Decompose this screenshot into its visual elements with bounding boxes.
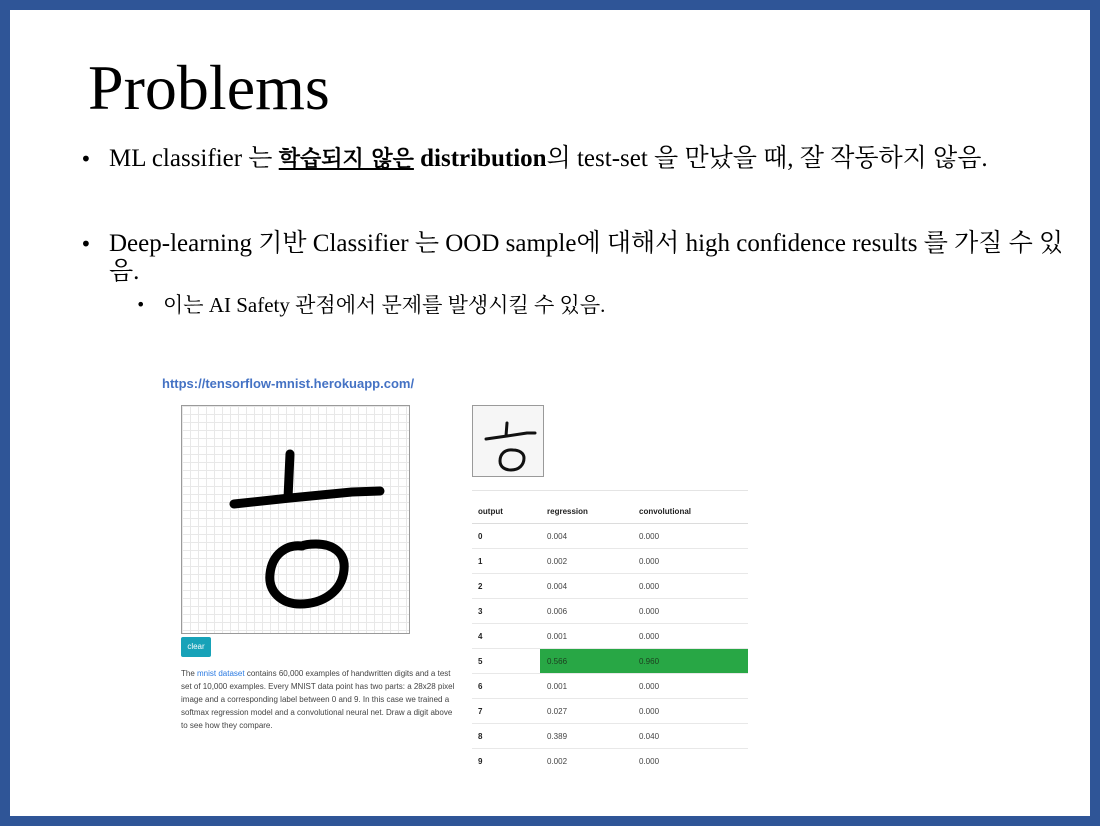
slide-title: Problems	[88, 52, 330, 123]
cell-output: 4	[478, 631, 483, 641]
table-row	[472, 574, 748, 599]
cell-output: 6	[478, 681, 483, 691]
cell-regression: 0.002	[547, 556, 568, 566]
cell-output: 2	[478, 581, 483, 591]
cell-convolutional: 0.000	[639, 531, 660, 541]
table-header	[472, 491, 748, 524]
bullet-1-emphasis: 학습되지 않은	[278, 147, 414, 172]
bullet-2-sub: • 이는 AI Safety 관점에서 문제를 발생시킬 수 있음.	[136, 292, 1070, 318]
bullet-1-pre: ML classifier 는	[109, 145, 279, 172]
cell-output: 5	[478, 656, 483, 666]
description-post: contains 60,000 examples of handwritten digits and a test set of 10,000 examples. Every MNIST data point has two parts: a 28x28 pixel image and a corresponding label between 0 and 9. In this case we trained a softmax regression model and a convolutional neural net. Draw a digit above to see how they compare.	[181, 669, 455, 730]
cell-regression: 0.004	[547, 581, 568, 591]
table-row	[472, 749, 748, 774]
cell-output: 9	[478, 757, 483, 766]
description-pre: The	[181, 669, 198, 678]
table-row	[472, 524, 748, 549]
input-preview	[472, 405, 544, 477]
cell-convolutional: 0.000	[639, 681, 660, 691]
header-convolutional: convolutional	[639, 506, 691, 516]
drawing-canvas[interactable]	[181, 405, 410, 634]
cell-convolutional: 0.960	[632, 649, 748, 673]
table-row	[472, 699, 748, 724]
cell-output: 3	[478, 606, 483, 616]
table-row-highlighted	[472, 649, 748, 674]
cell-regression: 0.002	[547, 757, 568, 766]
cell-output: 1	[478, 556, 483, 566]
cell-output: 7	[478, 706, 483, 716]
slide	[10, 10, 1090, 816]
cell-convolutional: 0.000	[639, 581, 660, 591]
header-output: output	[478, 506, 503, 516]
cell-regression: 0.566	[540, 649, 632, 673]
table-row	[472, 549, 748, 574]
cell-regression: 0.027	[547, 706, 568, 716]
cell-convolutional: 0.040	[639, 731, 660, 741]
table-row	[472, 724, 748, 749]
demo-description	[181, 667, 461, 732]
table-row	[472, 624, 748, 649]
cell-regression: 0.004	[547, 531, 568, 541]
preview-image	[473, 406, 545, 478]
bullet-1-post: 의 test-set 을 만났을 때, 잘 작동하지 않음.	[546, 145, 988, 172]
cell-regression: 0.389	[547, 731, 568, 741]
bullet-1-bold: distribution	[420, 145, 547, 172]
cell-output: 0	[478, 531, 483, 541]
hand-drawn-stroke	[182, 406, 411, 635]
cell-regression: 0.006	[547, 606, 568, 616]
cell-convolutional: 0.000	[639, 757, 660, 766]
cell-regression: 0.001	[547, 631, 568, 641]
cell-convolutional: 0.000	[639, 556, 660, 566]
cell-convolutional: 0.000	[639, 606, 660, 616]
bullet-list	[80, 145, 1070, 318]
bullet-2: • Deep-learning 기반 Classifier 는 OOD sample에 대해서 high confidence results 를 가질 수 있음.	[80, 230, 1070, 286]
cell-regression: 0.001	[547, 681, 568, 691]
cell-output: 8	[478, 731, 483, 741]
demo-url[interactable]: https://tensorflow-mnist.herokuapp.com/	[162, 376, 415, 391]
mnist-dataset-link[interactable]: mnist dataset	[197, 669, 245, 678]
cell-convolutional: 0.000	[639, 706, 660, 716]
clear-button[interactable]: clear	[181, 637, 211, 657]
table-row	[472, 599, 748, 624]
cell-convolutional: 0.000	[639, 631, 660, 641]
table-row	[472, 674, 748, 699]
bullet-1	[80, 145, 1070, 174]
prediction-table	[472, 490, 748, 774]
header-regression: regression	[547, 506, 588, 516]
